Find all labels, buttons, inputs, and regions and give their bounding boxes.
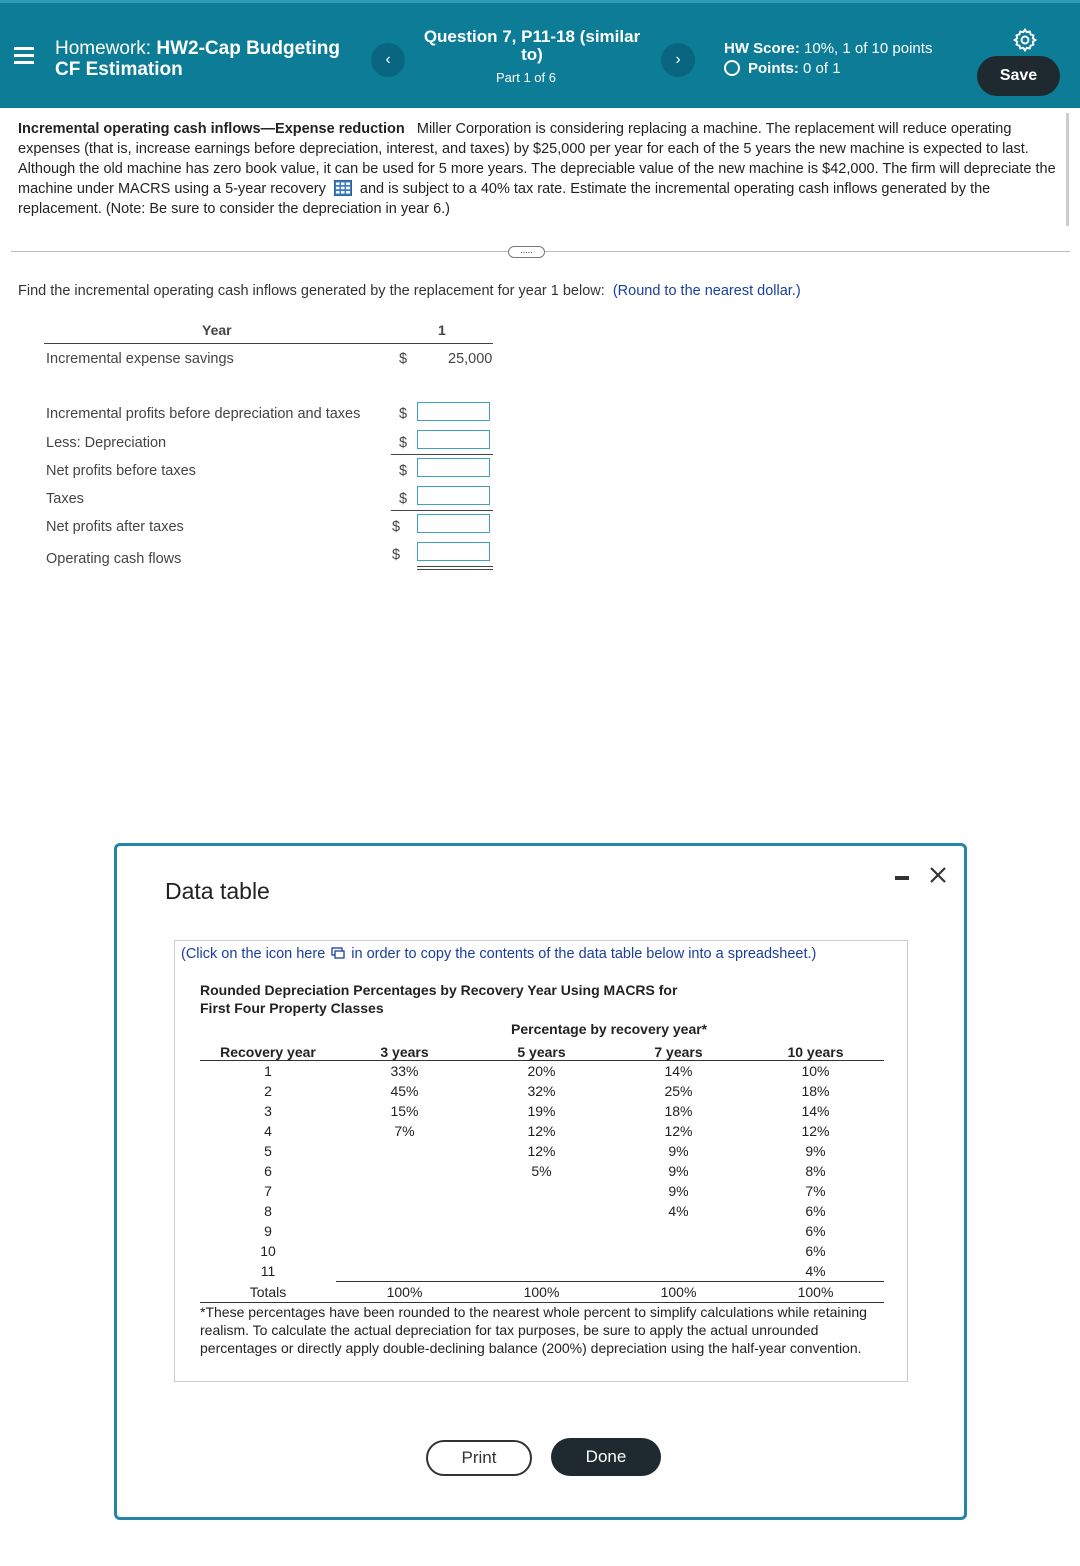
table-cell: 9%: [668, 1183, 689, 1199]
table-cell: 12%: [801, 1123, 830, 1139]
row-label-net-before-tax: Net profits before taxes: [46, 463, 196, 479]
table-cell: 4%: [668, 1203, 689, 1219]
column-header: 3 years: [336, 1041, 473, 1061]
round-hint: (Round to the nearest dollar.): [612, 283, 801, 299]
table-cell: 9%: [668, 1163, 689, 1179]
table-cell: 5%: [531, 1163, 552, 1179]
table-cell: 7: [264, 1183, 272, 1199]
totals-row: [200, 1282, 884, 1303]
table-cell: 6%: [805, 1243, 826, 1259]
table-cell: [336, 1221, 473, 1241]
gear-icon[interactable]: [1012, 27, 1038, 53]
profit-before-dep-input[interactable]: [417, 402, 490, 421]
data-table-icon[interactable]: [334, 180, 352, 196]
depreciation-input[interactable]: [417, 430, 490, 449]
table-row: [200, 1121, 884, 1141]
row-label-taxes: Taxes: [46, 491, 84, 507]
points-value: 0 of 1: [803, 60, 841, 77]
table-cell: 18%: [664, 1103, 693, 1119]
table-cell: 32%: [527, 1083, 556, 1099]
table-row: [200, 1181, 884, 1201]
net-after-tax-input[interactable]: [417, 514, 490, 533]
table-body: [200, 1061, 884, 1303]
save-button[interactable]: Save: [977, 56, 1060, 96]
column-header: 10 years: [747, 1041, 884, 1061]
table-cell: [336, 1181, 473, 1201]
table-row: [200, 1241, 884, 1261]
dollar-sign: $: [399, 463, 408, 479]
dollar-sign: $: [399, 491, 408, 507]
table-cell: 4: [264, 1123, 272, 1139]
table-cell: 45%: [390, 1083, 419, 1099]
table-cell: [336, 1201, 473, 1221]
instruction: [18, 283, 801, 299]
totals-cell: 100%: [473, 1282, 610, 1303]
year-header: Year: [202, 322, 232, 338]
copy-note-text-1: (Click on the icon here: [181, 946, 326, 962]
table-row: [200, 1101, 884, 1121]
question-title: Question 7, P11-18 (similar to): [423, 27, 641, 64]
homework-title: [55, 38, 365, 80]
table-cell: 25%: [664, 1083, 693, 1099]
table-cell: 12%: [527, 1143, 556, 1159]
table-cell: 12%: [664, 1123, 693, 1139]
copy-note-text-2: in order to copy the contents of the data table below into a spreadsheet.): [351, 946, 817, 962]
top-bar: [0, 0, 1080, 108]
table-cell: 11: [260, 1263, 276, 1280]
table-cell: 2: [264, 1083, 272, 1099]
percentage-caption: Percentage by recovery year*: [511, 1021, 708, 1037]
header-rule: [44, 343, 493, 344]
table-cell: 5: [264, 1143, 272, 1159]
operating-cash-flows-input[interactable]: [417, 542, 490, 561]
menu-icon[interactable]: [14, 47, 34, 65]
row-label-operating-cash-flows: Operating cash flows: [46, 551, 182, 567]
table-cell: 6%: [805, 1203, 826, 1219]
table-cell: [336, 1241, 473, 1261]
table-cell: [336, 1161, 473, 1181]
hw-score-label: HW Score:: [724, 40, 800, 57]
copy-to-spreadsheet-icon[interactable]: [331, 947, 345, 959]
scrollbar[interactable]: [1066, 113, 1069, 226]
points-label: Points:: [748, 60, 799, 77]
double-rule-bottom: [417, 569, 493, 570]
table-cell: [336, 1141, 473, 1161]
circle-icon: [724, 60, 740, 76]
subtotal-rule: [391, 510, 493, 511]
table-cell: 19%: [527, 1103, 556, 1119]
row-label-net-after-tax: Net profits after taxes: [46, 519, 184, 535]
table-cell: [473, 1181, 610, 1201]
table-row: [200, 1201, 884, 1221]
table-cell: [610, 1261, 747, 1282]
macrs-table: [200, 1041, 884, 1303]
column-header: Recovery year: [200, 1041, 336, 1061]
table-row: [200, 1081, 884, 1101]
table-cell: [473, 1201, 610, 1221]
table-cell: [473, 1261, 610, 1282]
table-row: [200, 1061, 884, 1082]
homework-name: HW2-Cap Budgeting CF Estimation: [55, 38, 341, 80]
row-label-depreciation: Less: Depreciation: [46, 435, 167, 451]
expand-button[interactable]: .....: [508, 246, 545, 258]
totals-cell: 100%: [747, 1282, 884, 1303]
done-button[interactable]: Done: [551, 1438, 661, 1476]
table-cell: [473, 1241, 610, 1261]
table-cell: 6%: [805, 1223, 826, 1239]
dollar-sign: $: [399, 351, 408, 367]
points: [724, 60, 841, 77]
savings-value: 25,000: [448, 351, 493, 367]
table-cell: 33%: [390, 1063, 419, 1079]
table-cell: 15%: [390, 1103, 419, 1119]
data-table-title: Rounded Depreciation Percentages by Recovery Year Using MACRS for First Four Property Classes: [200, 982, 678, 1016]
dialog-title: Data table: [165, 878, 270, 904]
hw-score-value: 10%, 1 of 10 points: [804, 40, 933, 57]
net-before-tax-input[interactable]: [417, 458, 490, 477]
close-icon[interactable]: [927, 864, 949, 886]
table-row: [200, 1261, 884, 1282]
subtotal-rule: [391, 454, 493, 455]
table-cell: 9%: [668, 1143, 689, 1159]
table-cell: 9%: [805, 1143, 826, 1159]
data-table-panel: [174, 940, 908, 1382]
totals-cell: 100%: [336, 1282, 473, 1303]
table-cell: 14%: [801, 1103, 830, 1119]
table-cell: 14%: [664, 1063, 693, 1079]
table-cell: 12%: [527, 1123, 556, 1139]
table-cell: 7%: [394, 1123, 415, 1139]
footnote: *These percentages have been rounded to the nearest whole percent to simplify calculations while retaining realism. To calculate the actual depreciation for tax purposes, be sure to apply the actual unrounded percentages or directly apply double-declining balance (200%) depreciation using the half-year convention.: [200, 1304, 867, 1356]
table-cell: 3: [264, 1103, 272, 1119]
instruction-text: Find the incremental operating cash inflows generated by the replacement for year 1 below:: [18, 283, 605, 299]
data-table-dialog: [114, 843, 967, 1520]
table-cell: 8: [264, 1203, 272, 1219]
dollar-sign: $: [392, 519, 401, 535]
table-cell: 4%: [805, 1263, 826, 1279]
dollar-sign: $: [399, 406, 408, 422]
table-cell: [473, 1221, 610, 1241]
table-cell: 1: [264, 1063, 272, 1079]
table-cell: 7%: [805, 1183, 826, 1199]
hw-score: [724, 40, 932, 57]
problem-heading: Incremental operating cash inflows—Expense reduction: [18, 121, 405, 137]
table-cell: 18%: [801, 1083, 830, 1099]
table-cell: 20%: [527, 1063, 556, 1079]
print-button[interactable]: Print: [426, 1440, 532, 1476]
copy-note: [181, 946, 816, 962]
table-cell: 10%: [801, 1063, 830, 1079]
column-header: 5 years: [473, 1041, 610, 1061]
table-cell: [610, 1221, 747, 1241]
taxes-input[interactable]: [417, 486, 490, 505]
year-1-header: 1: [438, 322, 446, 338]
problem-text-1: Miller Corporation is considering replacing a machine. The replacement will reduce operating expenses (that is, increase earnings before depreciation, interest, and taxes) by $25,000 per year for each of the 5 years the new machine is expected to last. Although the old machine has zero book value, it can be used for 5 more years. The depreciable value of the new machine is $42,000. The firm will depreciate the machine under MACRS using a 5-year recovery: [18, 121, 1056, 197]
minimize-icon[interactable]: [895, 876, 909, 880]
table-cell: 9: [264, 1223, 272, 1239]
homework-prefix: Homework:: [55, 38, 152, 59]
column-header: 7 years: [610, 1041, 747, 1061]
table-cell: 8%: [805, 1163, 826, 1179]
previous-question-button[interactable]: ‹: [371, 43, 405, 77]
totals-cell: 100%: [610, 1282, 747, 1303]
dollar-sign: $: [392, 547, 401, 563]
table-cell: 6: [264, 1163, 272, 1179]
row-label-profit-before-dep: Incremental profits before depreciation and taxes: [46, 406, 361, 422]
problem-text-2: and is subject to a 40% tax rate. Estimate the incremental operating cash inflows generated by the replacement. (Note: Be sure to consider the depreciation in year 6.): [18, 181, 991, 217]
table-header-row: [200, 1041, 884, 1061]
dollar-sign: $: [399, 435, 408, 451]
problem-statement: [18, 119, 1058, 219]
double-rule-top: [417, 566, 493, 567]
table-cell: [610, 1241, 747, 1261]
savings-label: Incremental expense savings: [46, 351, 234, 367]
totals-cell: Totals: [200, 1282, 336, 1303]
table-cell: [336, 1261, 473, 1282]
table-cell: 10: [260, 1243, 276, 1259]
next-question-button[interactable]: ›: [661, 43, 695, 77]
table-row: [200, 1141, 884, 1161]
question-part: Part 1 of 6: [496, 70, 556, 85]
table-row: [200, 1161, 884, 1181]
table-row: [200, 1221, 884, 1241]
